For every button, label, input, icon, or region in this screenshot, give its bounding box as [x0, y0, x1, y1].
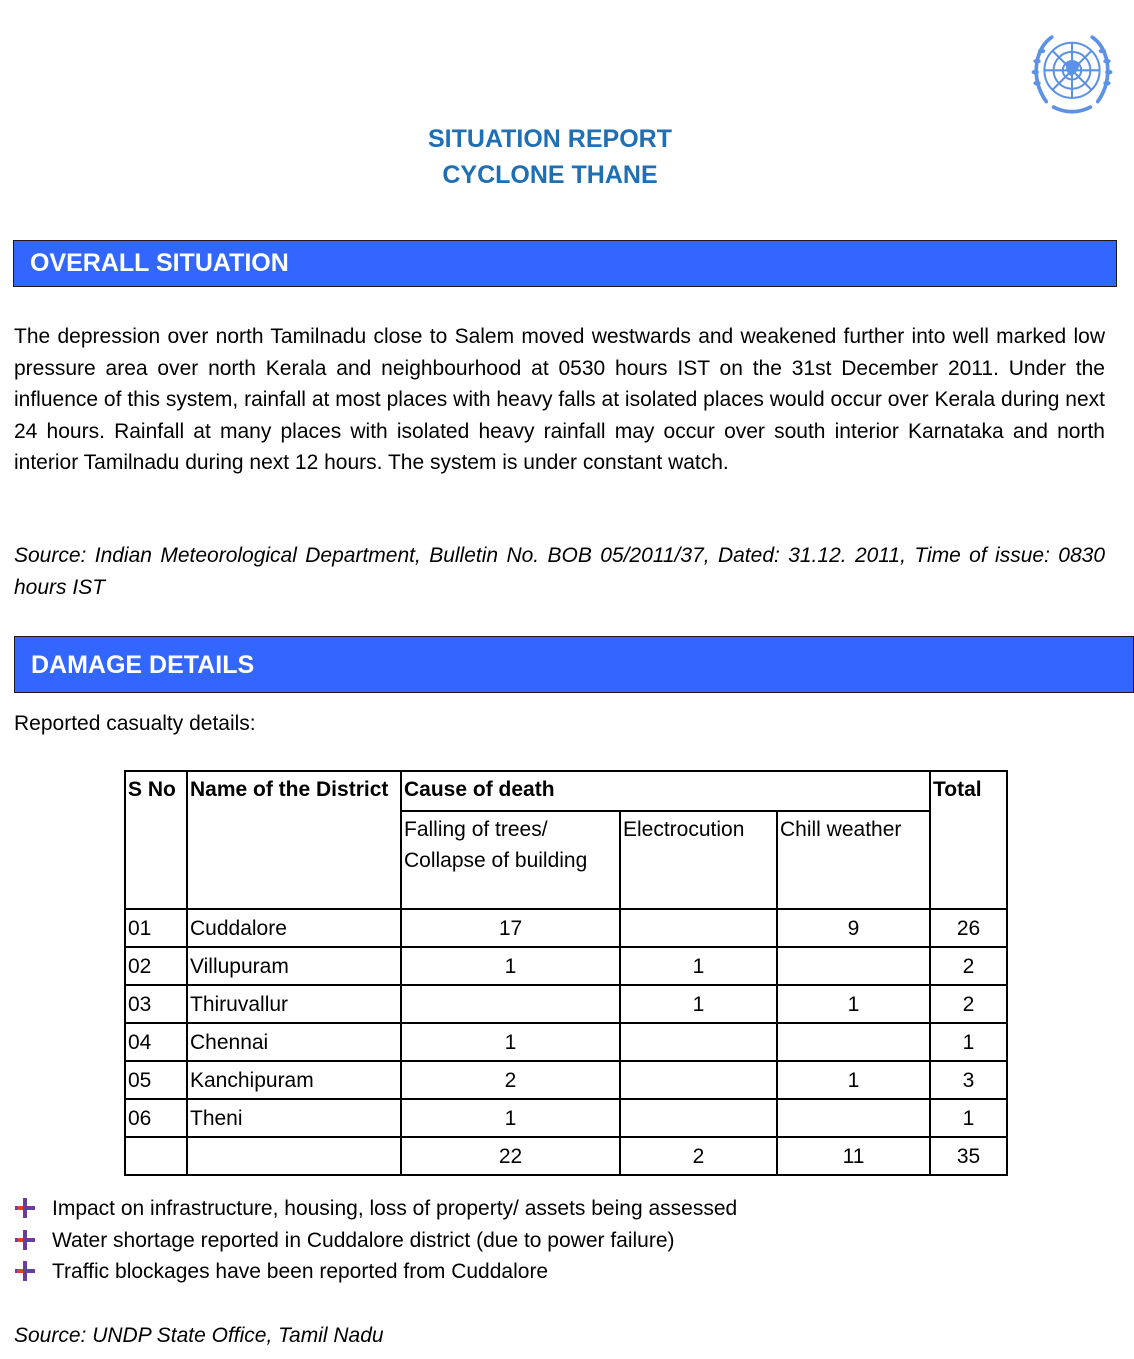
cell-chill: 1 — [777, 985, 930, 1023]
cell-empty — [125, 1137, 187, 1175]
casualty-table — [124, 770, 1008, 1176]
cell-electrocution: 1 — [620, 985, 777, 1023]
cell-sno: 04 — [125, 1023, 187, 1061]
table-totals-row — [125, 1137, 1007, 1175]
cell-trees: 1 — [401, 1023, 620, 1061]
table-row — [125, 1023, 1007, 1061]
header-cause-of-death: Cause of death — [401, 771, 930, 811]
damage-details-heading — [14, 636, 1134, 693]
cell-total: 3 — [930, 1061, 1007, 1099]
list-item — [14, 1197, 737, 1229]
cell-electrocution — [620, 1061, 777, 1099]
cell-trees: 1 — [401, 1099, 620, 1137]
cell-district: Thiruvallur — [187, 985, 401, 1023]
casualty-intro: Reported casualty details: — [14, 712, 256, 735]
un-emblem-logo — [1026, 28, 1118, 120]
total-trees: 22 — [401, 1137, 620, 1175]
cell-total: 26 — [930, 909, 1007, 947]
cell-chill: 9 — [777, 909, 930, 947]
report-title: SITUATION REPORT — [428, 125, 672, 153]
total-electrocution: 2 — [620, 1137, 777, 1175]
cross-bullet-icon — [14, 1260, 36, 1282]
cell-total: 1 — [930, 1099, 1007, 1137]
header-electrocution: Electrocution — [620, 811, 777, 909]
grand-total: 35 — [930, 1137, 1007, 1175]
cell-district: Theni — [187, 1099, 401, 1137]
list-item — [14, 1229, 737, 1261]
overall-situation-body: The depression over north Tamilnadu close to Salem moved westwards and weakened further into well marked low pressure area over north Kerala and neighbourhood at 0530 hours IST on the 31st December 2011. Under the influence of this system, rainfall at most places with heavy falls at isolated places would occur over Kerala during next 24 hours. Rainfall at many places with isolated heavy rainfall may occur over south interior Karnataka and north interior Tamilnadu during next 12 hours. The system is under constant watch. — [14, 325, 1105, 474]
bullet-list — [14, 1197, 737, 1292]
cell-trees: 17 — [401, 909, 620, 947]
cell-sno: 02 — [125, 947, 187, 985]
cell-district: Cuddalore — [187, 909, 401, 947]
table-row — [125, 947, 1007, 985]
list-item — [14, 1260, 737, 1292]
header-district: Name of the District — [187, 771, 401, 909]
cell-electrocution — [620, 1023, 777, 1061]
cell-empty — [187, 1137, 401, 1175]
cell-district: Kanchipuram — [187, 1061, 401, 1099]
cell-chill — [777, 947, 930, 985]
header-total: Total — [930, 771, 1007, 909]
cell-chill: 1 — [777, 1061, 930, 1099]
cell-electrocution: 1 — [620, 947, 777, 985]
table-row — [125, 1099, 1007, 1137]
overall-situation-heading-text: OVERALL SITUATION — [30, 249, 289, 277]
overall-situation-source: Source: Indian Meteorological Department, Bulletin No. BOB 05/2011/37, Dated: 31.12. 2011, Time of issue: 0830 hours IST — [14, 544, 1105, 599]
bullet-text: Impact on infrastructure, housing, loss of property/ assets being assessed — [52, 1197, 738, 1220]
overall-situation-heading — [13, 240, 1117, 287]
report-subtitle: CYCLONE THANE — [442, 161, 658, 189]
cell-trees — [401, 985, 620, 1023]
damage-source: Source: UNDP State Office, Tamil Nadu — [14, 1324, 384, 1347]
header-sno: S No — [125, 771, 187, 909]
cell-trees: 2 — [401, 1061, 620, 1099]
header-trees: Falling of trees/ Collapse of building — [401, 811, 620, 909]
cell-trees: 1 — [401, 947, 620, 985]
cross-bullet-icon — [14, 1229, 36, 1251]
table-row — [125, 909, 1007, 947]
table-row — [125, 1061, 1007, 1099]
cell-chill — [777, 1099, 930, 1137]
cell-total: 1 — [930, 1023, 1007, 1061]
cell-electrocution — [620, 909, 777, 947]
cell-sno: 03 — [125, 985, 187, 1023]
cell-electrocution — [620, 1099, 777, 1137]
cell-district: Chennai — [187, 1023, 401, 1061]
cell-chill — [777, 1023, 930, 1061]
bullet-text: Traffic blockages have been reported from Cuddalore — [52, 1260, 549, 1283]
cell-sno: 05 — [125, 1061, 187, 1099]
cell-total: 2 — [930, 985, 1007, 1023]
cell-total: 2 — [930, 947, 1007, 985]
cell-sno: 06 — [125, 1099, 187, 1137]
cell-sno: 01 — [125, 909, 187, 947]
cell-district: Villupuram — [187, 947, 401, 985]
damage-details-heading-text: DAMAGE DETAILS — [31, 651, 255, 679]
total-chill: 11 — [777, 1137, 930, 1175]
table-row — [125, 985, 1007, 1023]
cross-bullet-icon — [14, 1197, 36, 1219]
header-chill-weather: Chill weather — [777, 811, 930, 909]
bullet-text: Water shortage reported in Cuddalore district (due to power failure) — [52, 1228, 675, 1252]
